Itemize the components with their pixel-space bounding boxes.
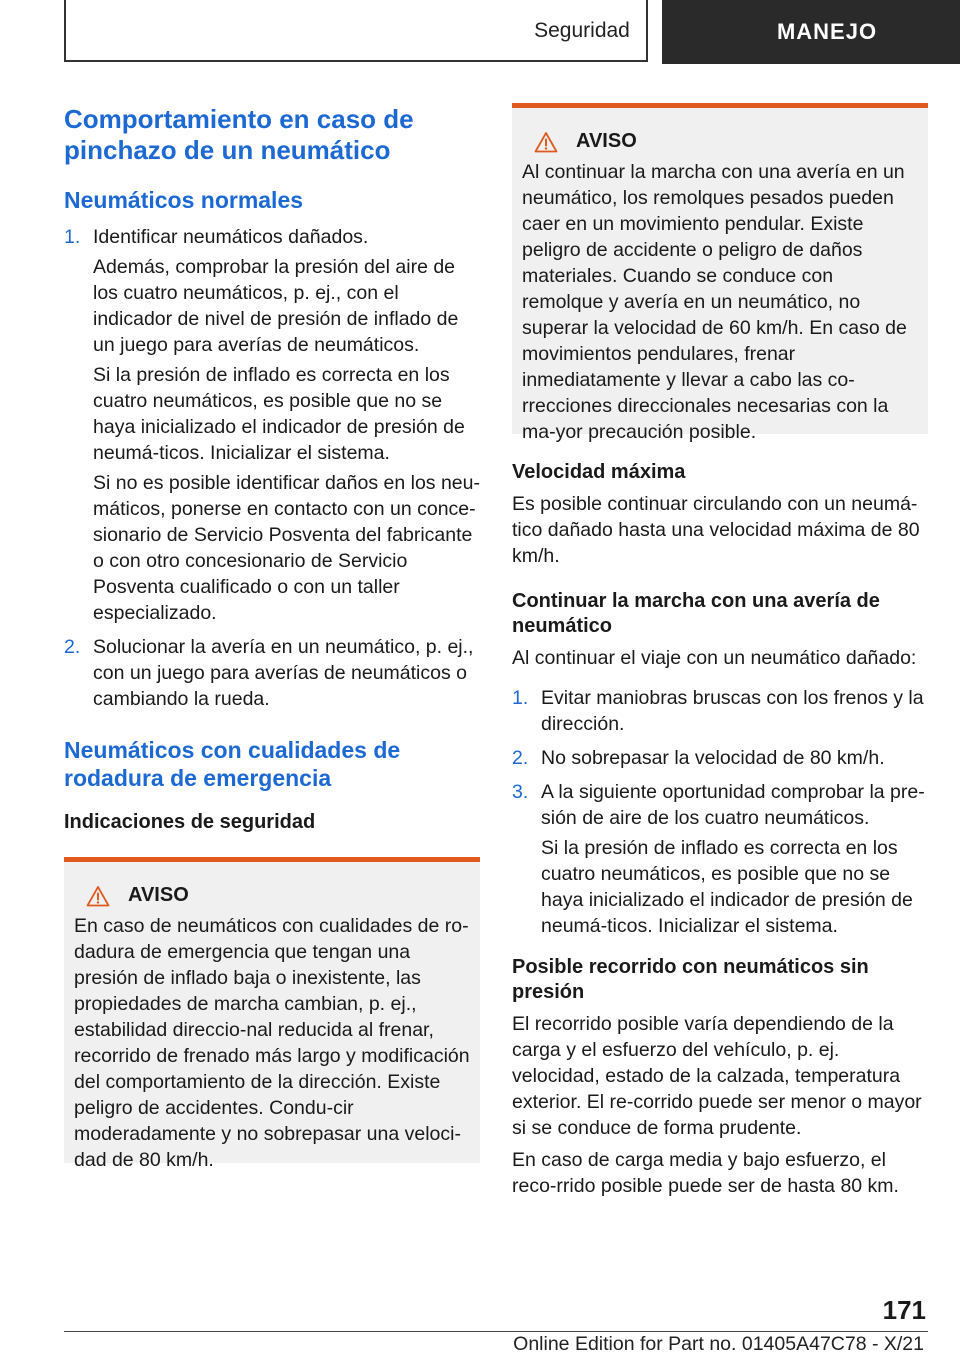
- heading-normal-tires: Neumáticos normales: [64, 187, 304, 213]
- max-speed-text: Es posible continuar circulando con un neumá‐tico dañado hasta una velocidad máxima de 80 km/h.: [512, 493, 920, 567]
- step-number: 1.: [64, 226, 81, 248]
- step-text: A la siguiente oportunidad comprobar la pre‐sión de aire de los cuatro neumáticos.: [541, 781, 925, 829]
- header-section-label: Seguridad: [534, 19, 630, 42]
- step-paragraph: Si la presión de inflado es correcta en los cuatro neumáticos, es posible que no se haya inicializado el indicador de presión de neumá‐ticos. Inicializar el sistema.: [541, 837, 913, 937]
- list-item: [512, 745, 928, 771]
- step-paragraph: Si la presión de inflado es correcta en los cuatro neumáticos, es posible que no se haya inicializado el indicador de presión de neumá‐ticos. Inicializar el sistema.: [93, 364, 465, 464]
- continue-steps: [512, 685, 928, 939]
- warning-title: [86, 884, 470, 907]
- list-item: [64, 634, 480, 712]
- header-chapter-tab: [662, 0, 960, 64]
- step-number: 2.: [64, 636, 81, 658]
- continue-intro: Al continuar el viaje con un neumático dañado:: [512, 647, 917, 669]
- list-item: [64, 224, 480, 626]
- list-item: [512, 779, 928, 939]
- step-text: Evitar maniobras bruscas con los frenos y la dirección.: [541, 687, 924, 735]
- page-number: 171: [882, 1295, 926, 1325]
- heading-safety-notes: Indicaciones de seguridad: [64, 811, 316, 833]
- edition-note: Online Edition for Part no. 01405A47C78 - X/21: [507, 1333, 924, 1356]
- left-column: [64, 100, 480, 1171]
- heading-continue-driving: Continuar la marcha con una avería de neumático: [512, 590, 880, 637]
- warning-title: [534, 130, 918, 153]
- list-item: [512, 685, 928, 737]
- warning-text: Al continuar la marcha con una avería en un neumático, los remolques pesados pueden caer en un movimiento pendular. Existe peligro de accidente o peligro de daños materiales. Cuando se conduce con remolque y avería en un neumático, no superar la velocidad de 60 km/h. En caso de movimientos pendulares, frenar inmediatamente y llevar a cabo las co‐rrecciones direccionales necesarias con la ma‐yor precaución posible.: [522, 161, 907, 443]
- footer-divider: [64, 1331, 928, 1332]
- warning-text: En caso de neumáticos con cualidades de ro‐dadura de emergencia que tengan una presión de inflado baja o inexistente, las propiedades de marcha cambian, p. ej., estabilidad direccio‐nal reducida al frenar, recorrido de frenado más largo y modificación del comportamiento de la dirección. Existe peligro de accidentes. Condu‐cir moderadamente y no sobrepasar una veloci‐dad de 80 km/h.: [74, 915, 470, 1171]
- right-column: [512, 103, 928, 1205]
- warning-title-text: AVISO: [128, 884, 189, 906]
- step-number: 2.: [512, 747, 529, 769]
- warning-box-runflat: [64, 857, 480, 1171]
- warning-box-trailer: [512, 103, 928, 443]
- range-paragraph: El recorrido posible varía dependiendo de la carga y el esfuerzo del vehículo, p. ej. velocidad, estado de la calzada, temperatura exterior. El re‐corrido puede ser menor o mayor si se conduce de forma prudente.: [512, 1013, 922, 1139]
- heading-max-speed: Velocidad máxima: [512, 461, 686, 483]
- heading-runflat-tires: Neumáticos con cualidades de rodadura de emergencia: [64, 737, 401, 791]
- step-number: 1.: [512, 687, 529, 709]
- step-text: Solucionar la avería en un neumático, p. ej., con un juego para averías de neumáticos o cambiando la rueda.: [93, 636, 474, 710]
- page-title: Comportamiento en caso de pinchazo de un neumático: [64, 104, 414, 165]
- step-text: Identificar neumáticos dañados.: [93, 226, 369, 248]
- step-text: No sobrepasar la velocidad de 80 km/h.: [541, 747, 885, 769]
- heading-range-flat: Posible recorrido con neumáticos sin presión: [512, 956, 869, 1003]
- warning-title-text: AVISO: [576, 130, 637, 152]
- range-paragraph: En caso de carga media y bajo esfuerzo, el reco‐rrido posible puede ser de hasta 80 km.: [512, 1149, 899, 1197]
- normal-tires-steps: [64, 224, 480, 712]
- warning-triangle-icon: [86, 885, 110, 907]
- step-paragraph: Si no es posible identificar daños en los neu‐máticos, ponerse en contacto con un conce‐sionario de Servicio Posventa del fabricante o con otro concesionario de Servicio Posventa cualificado o con un taller especializado.: [93, 472, 480, 624]
- step-number: 3.: [512, 781, 529, 803]
- step-paragraph: Además, comprobar la presión del aire de los cuatro neumáticos, p. ej., con el indicador de nivel de presión de inflado de un juego para averías de neumáticos.: [93, 256, 459, 356]
- warning-triangle-icon: [534, 131, 558, 153]
- header-chapter-label: MANEJO: [776, 19, 878, 44]
